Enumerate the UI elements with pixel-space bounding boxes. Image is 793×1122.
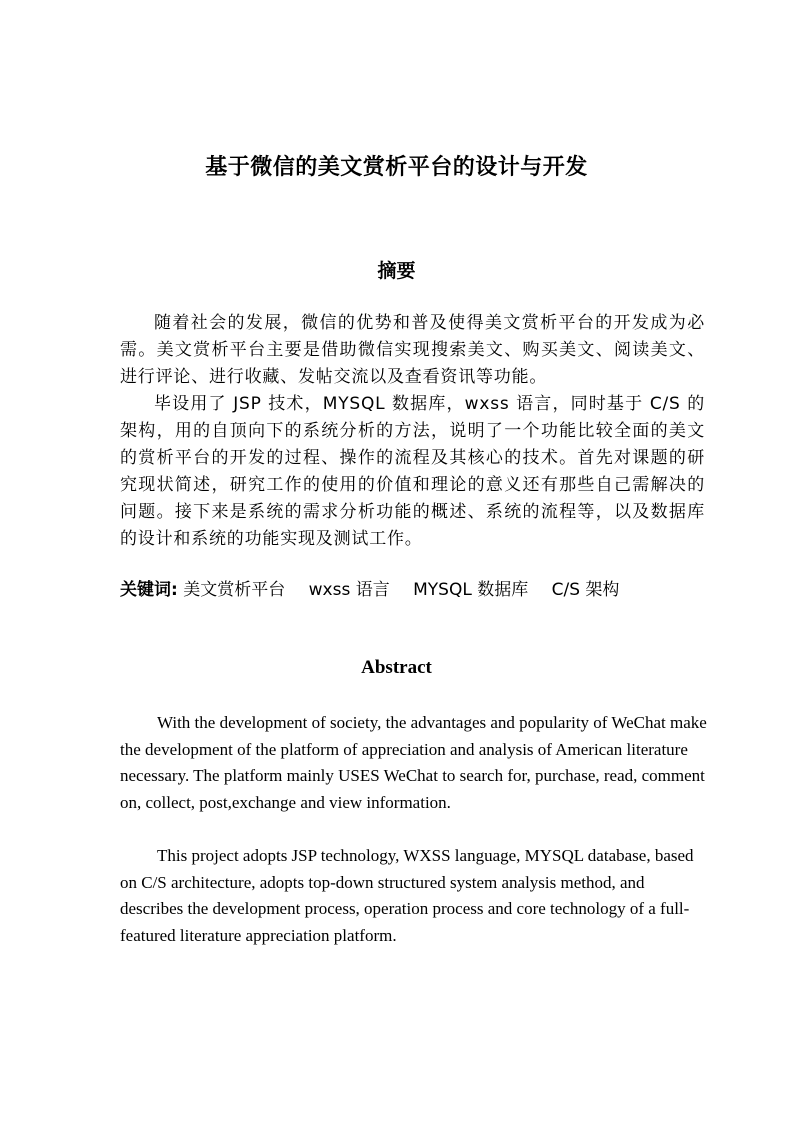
keyword-item: MYSQL 数据库 [413,580,529,600]
abstract-cn-paragraph-2-text: 毕设用了 JSP 技术，MYSQL 数据库，wxss 语言，同时基于 C/S 的架构，用的自顶向下的系统分析的方法，说明了一个功能比较全面的美文的赏析平台的开发的过程、操作的流程及其核心的技术。首先对课题的研究现状简述，研究工作的使用的价值和理论的意义还有那些自己需解决的问题。接下来是系统的需求分析功能的概述、系统的流程等，以及数据库的设计和系统的功能实现及测试工作。 [120,394,705,549]
keyword-item: C/S 架构 [551,580,620,600]
keyword-item: 美文赏析平台 [183,580,286,600]
abstract-en-heading: Abstract [361,657,432,678]
document-title: 基于微信的美文赏析平台的设计与开发 [205,155,588,180]
abstract-cn-heading: 摘要 [377,260,416,282]
abstract-en-paragraph-2-text: This project adopts JSP technology, WXSS language, MYSQL database, based on C/S architecture, adopts top-down structured system analysis method, and describes the development process, operation process and core technology of a full-featured literature appreciation platform. [120,846,694,945]
keyword-item: wxss 语言 [308,580,390,600]
abstract-cn-paragraph-1 [120,310,705,391]
keywords-line [120,577,705,604]
abstract-en-paragraph-2 [120,843,710,949]
keywords-label: 关键词: [120,580,178,600]
abstract-cn-paragraph-1-text: 随着社会的发展，微信的优势和普及使得美文赏析平台的开发成为必需。美文赏析平台主要是借助微信实现搜索美文、购买美文、阅读美文、进行评论、进行收藏、发帖交流以及查看资讯等功能。 [120,313,705,387]
abstract-en-paragraph-1-text: With the development of society, the advantages and popularity of WeChat make the development of the platform of appreciation and analysis of American literature necessary. The platform mainly USES WeChat to search for, purchase, read, comment on, collect, post,exchange and view information. [120,713,707,812]
abstract-en-paragraph-1 [120,710,710,816]
abstract-cn-paragraph-2 [120,391,705,553]
